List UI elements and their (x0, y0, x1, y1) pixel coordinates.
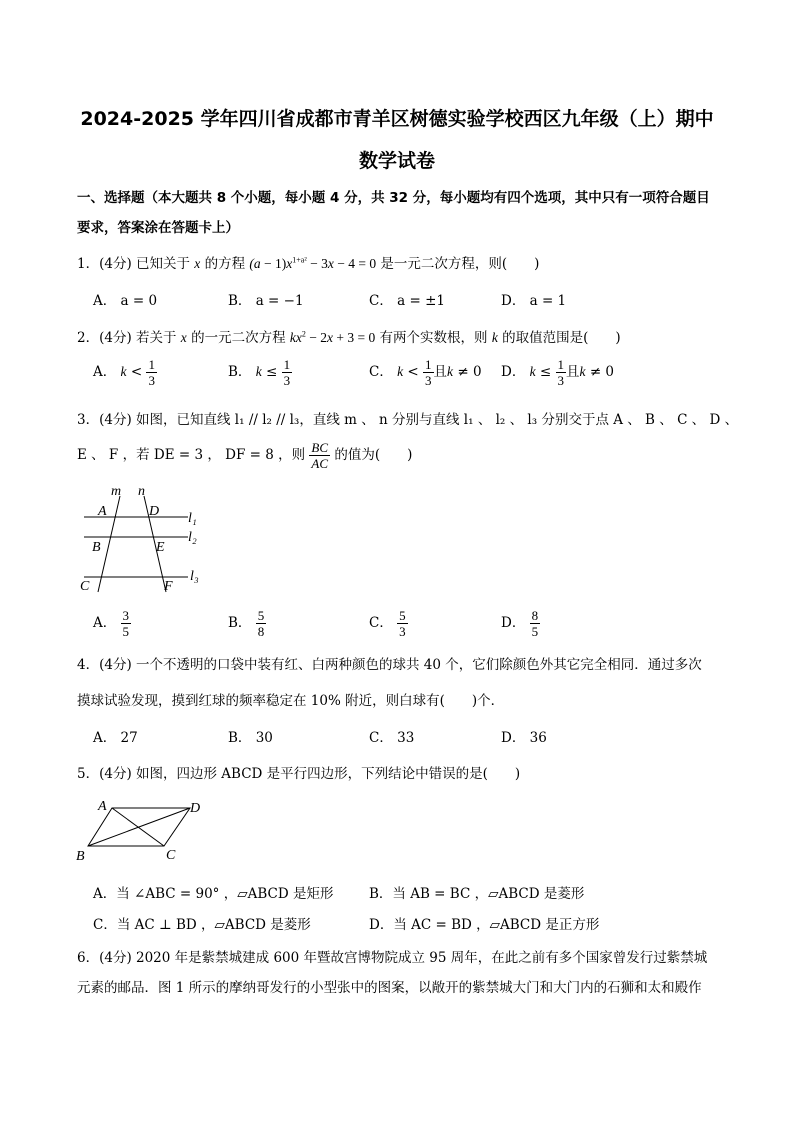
q3-option-d[interactable]: D． $\frac{8}{5}$ (501, 608, 539, 639)
q1-option-b[interactable]: B． a = −1 (228, 293, 304, 309)
question-6-stem-line2: 元素的邮品．图 1 所示的摩纳哥发行的小型张中的图案，以敞开的紫禁城大门和大门内的石狮和太和殿作 (77, 980, 702, 996)
label-n: n (138, 484, 145, 499)
q3-option-a[interactable]: A． $\frac{3}{5}$ (93, 608, 130, 639)
label-l1: l₁ (188, 511, 197, 526)
question-4-stem-line2: 摸球试验发现，摸到红球的频率稳定在 10% 附近，则白球有( )个． (77, 693, 505, 709)
q2-option-b[interactable]: B． k ≤ $\frac{1}{3}$ (228, 357, 291, 388)
question-2-stem: 2．(4分) 若关于 x 的一元二次方程 $kx^2 - 2x + 3 = 0$ 有两个实数根，则 k 的取值范围是( ) (77, 329, 621, 346)
q3-figure (76, 482, 206, 596)
label-B: B (76, 849, 85, 864)
q3-option-c[interactable]: C． $\frac{5}{3}$ (369, 608, 406, 639)
question-5-stem: 5．(4分) 如图，四边形 ABCD 是平行四边形，下列结论中错误的是( ) (77, 766, 521, 782)
q2-option-d[interactable]: D． k ≤ $\frac{1}{3}$ 且k ≠ 0 (501, 357, 615, 388)
question-3-stem-line2: E 、 F ，若 DE = 3 ， DF = 8 ，则 $\frac{BC}{AC}$ 的值为( ) (77, 440, 413, 471)
question-6-stem-line1: 6．(4分) 2020 年是紫禁城建成 600 年暨故宫博物院成立 95 周年，在此之前有多个国家曾发行过紫禁城 (77, 950, 708, 966)
q4-option-a[interactable]: A． 27 (93, 730, 138, 746)
q5-option-c[interactable]: C．当 AC ⊥ BD ，▱ABCD 是菱形 (93, 917, 311, 933)
q3-option-b[interactable]: B． $\frac{5}{8}$ (228, 608, 265, 639)
question-1-stem: 1．(4分) 已知关于 x 的方程 $(a - 1)x^{1+a^2} - 3x - 4 = 0$ 是一元二次方程，则( ) (77, 255, 540, 272)
page-title: 2024-2025 学年四川省成都市青羊区树德实验学校西区九年级（上）期中 (80, 108, 714, 130)
label-D: D (190, 801, 201, 816)
label-B: B (92, 540, 101, 555)
q4-option-c[interactable]: C． 33 (369, 730, 415, 746)
label-m: m (111, 484, 122, 499)
q1-option-c[interactable]: C． a = ±1 (369, 293, 445, 309)
q2-option-a[interactable]: A． k < $\frac{1}{3}$ (93, 357, 155, 388)
q1-option-a[interactable]: A． a = 0 (93, 293, 158, 309)
q5-option-a[interactable]: A．当 ∠ABC = 90° ，▱ABCD 是矩形 (93, 886, 334, 902)
q5-option-d[interactable]: D．当 AC = BD ，▱ABCD 是正方形 (369, 917, 600, 933)
label-D: D (149, 504, 160, 519)
label-l2: l₂ (188, 530, 197, 545)
label-C: C (80, 579, 90, 594)
q2-option-c[interactable]: C． k < $\frac{1}{3}$ 且k ≠ 0 (369, 357, 482, 388)
section-heading-line2: 要求，答案涂在答题卡上） (77, 220, 239, 236)
label-A: A (98, 504, 107, 519)
q5-option-b[interactable]: B．当 AB = BC ，▱ABCD 是菱形 (369, 886, 585, 902)
q4-option-d[interactable]: D． 36 (501, 730, 547, 746)
question-4-stem-line1: 4．(4分) 一个不透明的口袋中装有红、白两种颜色的球共 40 个，它们除颜色外其它完全相同．通过多次 (77, 657, 702, 673)
q5-figure (74, 796, 214, 866)
label-E: E (156, 540, 165, 555)
label-A: A (98, 799, 107, 814)
question-3-stem-line1: 3．(4分) 如图，已知直线 l₁ // l₂ // l₃，直线 m 、 n 分别与直线 l₁ 、 l₂ 、 l₃ 分别交于点 A 、 B 、 C 、 D 、 (77, 412, 739, 428)
q1-option-d[interactable]: D． a = 1 (501, 293, 567, 309)
label-l3: l₃ (190, 569, 199, 584)
q4-option-b[interactable]: B． 30 (228, 730, 273, 746)
section-heading-line1: 一、选择题（本大题共 8 个小题，每小题 4 分，共 32 分，每小题均有四个选项，其中只有一项符合题目 (77, 190, 710, 206)
label-F: F (164, 579, 173, 594)
label-C: C (166, 848, 176, 863)
page-subtitle: 数学试卷 (358, 150, 435, 172)
